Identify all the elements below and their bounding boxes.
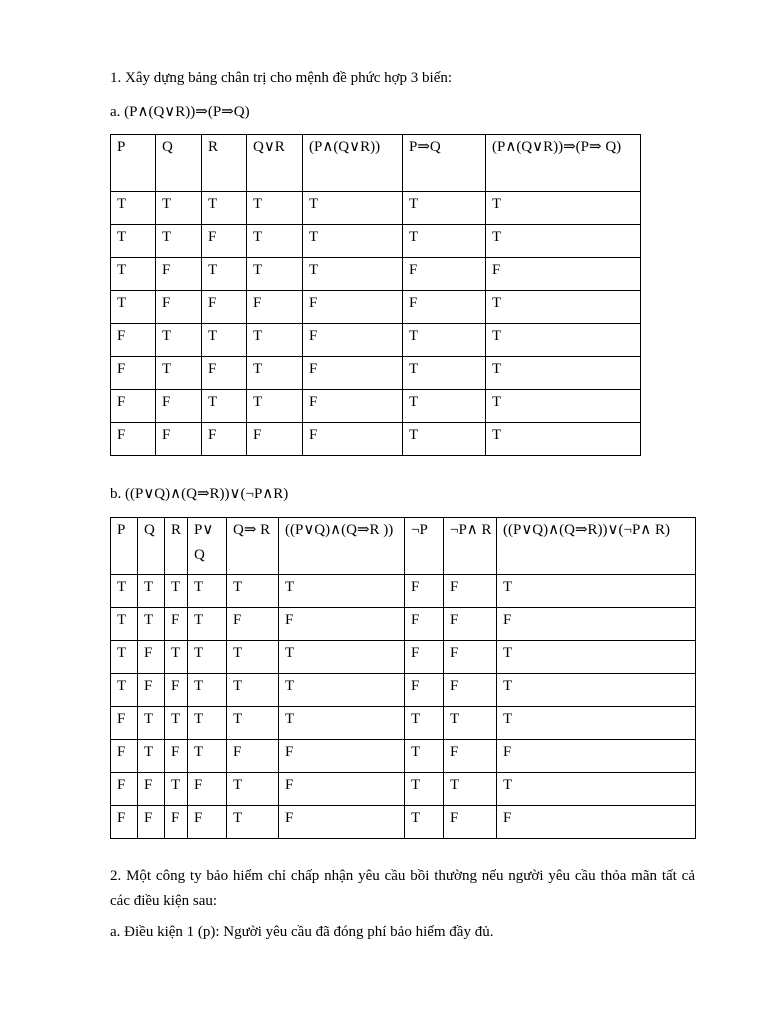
table-cell: F [156,291,202,324]
table-cell: T [247,357,303,390]
table-cell: F [156,258,202,291]
table-cell: F [303,324,403,357]
column-header: (P∧(Q∨R)) [303,135,403,192]
table-row [111,575,696,608]
table-cell: T [247,225,303,258]
table-row [111,806,696,839]
column-header: (P∧(Q∨R))⇒(P⇒ Q) [486,135,641,192]
table-cell: T [303,192,403,225]
column-header: P [111,518,138,575]
table-cell: T [227,806,279,839]
table-cell: T [227,773,279,806]
table-cell: F [279,608,405,641]
table-row [111,225,641,258]
table-cell: F [111,773,138,806]
table-cell: F [497,806,696,839]
table-cell: F [156,390,202,423]
table-cell: F [111,740,138,773]
table-cell: T [202,258,247,291]
table-cell: T [111,225,156,258]
table-cell: F [444,641,497,674]
table-cell: F [405,608,444,641]
part-b-label: b. ((P∨Q)∧(Q⇒R))∨(¬P∧R) [110,486,289,502]
table-cell: T [497,575,696,608]
table-cell: F [303,291,403,324]
table-cell: T [403,324,486,357]
column-header: ((P∨Q)∧(Q⇒R))∨(¬P∧ R) [497,518,696,575]
table-cell: F [247,423,303,456]
table-cell: F [405,641,444,674]
table-cell: T [279,641,405,674]
section2-paragraph: 2. Một công ty bảo hiểm chỉ chấp nhận yêu cầu bồi thường nếu người yêu cầu thỏa mãn tất cả các điều kiện sau: [110,868,695,909]
table-row [111,740,696,773]
table-cell: F [165,608,188,641]
table-cell: T [247,324,303,357]
table-cell: T [247,258,303,291]
table-row [111,324,641,357]
column-header: R [202,135,247,192]
table-cell: F [111,806,138,839]
table-cell: T [188,707,227,740]
table-cell: T [279,575,405,608]
table-cell: F [444,674,497,707]
table-cell: F [138,674,165,707]
table-cell: F [202,357,247,390]
table-cell: T [486,423,641,456]
table-cell: F [138,773,165,806]
table-cell: T [403,390,486,423]
table-cell: F [111,423,156,456]
table-cell: T [227,707,279,740]
table-cell: T [111,291,156,324]
table-cell: T [111,192,156,225]
table-cell: F [405,575,444,608]
table-cell: T [497,707,696,740]
table-cell: T [111,258,156,291]
table-row [111,258,641,291]
table-cell: T [188,608,227,641]
table-row [111,707,696,740]
table-cell: F [444,806,497,839]
table-cell: F [444,575,497,608]
table-cell: F [227,608,279,641]
column-header: Q [156,135,202,192]
table-cell: T [497,641,696,674]
column-header: P∨ Q [188,518,227,575]
table-cell: F [111,357,156,390]
table-cell: T [405,806,444,839]
table-cell: T [303,258,403,291]
table-cell: T [279,707,405,740]
table-cell: F [444,740,497,773]
table-cell: F [279,740,405,773]
table-cell: T [138,575,165,608]
table-cell: F [202,225,247,258]
table-cell: F [202,291,247,324]
section1-heading: 1. Xây dựng bảng chân trị cho mệnh đề phức hợp 3 biến: [110,70,453,86]
table-row [111,674,696,707]
table-cell: F [188,806,227,839]
column-header: ((P∨Q)∧(Q⇒R )) [279,518,405,575]
table-cell: T [111,641,138,674]
table-cell: T [111,608,138,641]
table-cell: F [303,357,403,390]
table-cell: T [403,423,486,456]
column-header: Q∨R [247,135,303,192]
table-cell: T [138,740,165,773]
table-cell: F [165,740,188,773]
column-header: ¬P [405,518,444,575]
table-cell: T [279,674,405,707]
table-cell: T [444,707,497,740]
table-cell: T [111,575,138,608]
table-cell: T [156,192,202,225]
table-cell: F [138,806,165,839]
table-cell: T [202,324,247,357]
table-cell: F [188,773,227,806]
table-cell: F [497,740,696,773]
table-cell: T [486,324,641,357]
table-header-row [111,135,641,192]
table-cell: T [405,740,444,773]
table-cell: T [303,225,403,258]
table-cell: F [165,674,188,707]
table-cell: T [405,773,444,806]
table-row [111,773,696,806]
table-cell: T [486,225,641,258]
table-cell: T [138,707,165,740]
table-cell: F [165,806,188,839]
truth-table-b [110,517,696,839]
table-cell: T [188,674,227,707]
table-cell: T [486,291,641,324]
table-cell: T [247,192,303,225]
table-cell: T [202,390,247,423]
truth-table-a [110,134,641,456]
table-cell: T [111,674,138,707]
table-cell: T [486,192,641,225]
table-cell: F [111,324,156,357]
table-row [111,357,641,390]
table-cell: T [156,324,202,357]
table-cell: F [405,674,444,707]
table-cell: T [156,225,202,258]
table-cell: F [279,773,405,806]
table-cell: F [279,806,405,839]
table-cell: T [188,740,227,773]
table-cell: F [403,291,486,324]
table-cell: T [227,575,279,608]
table-cell: F [111,707,138,740]
column-header: R [165,518,188,575]
table-cell: T [165,575,188,608]
table-cell: F [247,291,303,324]
table-cell: F [111,390,156,423]
table-cell: F [138,641,165,674]
table-cell: F [444,608,497,641]
column-header: Q [138,518,165,575]
condition-a: a. Điều kiện 1 (p): Người yêu cầu đã đóng phí bảo hiểm đầy đủ. [110,924,494,940]
table-cell: T [165,707,188,740]
column-header: Q⇒ R [227,518,279,575]
table-row [111,423,641,456]
table-cell: F [403,258,486,291]
table-cell: T [405,707,444,740]
table-row [111,608,696,641]
table-cell: T [165,773,188,806]
table-cell: T [188,641,227,674]
table-cell: F [202,423,247,456]
table-cell: T [247,390,303,423]
table-cell: T [165,641,188,674]
table-cell: F [156,423,202,456]
table-cell: F [303,423,403,456]
table-cell: T [486,390,641,423]
table-cell: T [444,773,497,806]
column-header: ¬P∧ R [444,518,497,575]
table-cell: T [202,192,247,225]
table-cell: T [403,357,486,390]
table-row [111,291,641,324]
table-cell: T [227,674,279,707]
table-cell: T [403,192,486,225]
table-cell: F [303,390,403,423]
table-cell: F [497,608,696,641]
table-cell: T [156,357,202,390]
table-cell: T [486,357,641,390]
column-header: P [111,135,156,192]
table-row [111,192,641,225]
column-header: P⇒Q [403,135,486,192]
table-cell: F [486,258,641,291]
table-cell: T [497,674,696,707]
table-cell: T [188,575,227,608]
table-cell: T [138,608,165,641]
table-row [111,641,696,674]
table-cell: F [227,740,279,773]
table-cell: T [227,641,279,674]
table-cell: T [403,225,486,258]
table-cell: T [497,773,696,806]
part-a-label: a. (P∧(Q∨R))⇒(P⇒Q) [110,104,250,120]
table-row [111,390,641,423]
table-header-row [111,518,696,575]
